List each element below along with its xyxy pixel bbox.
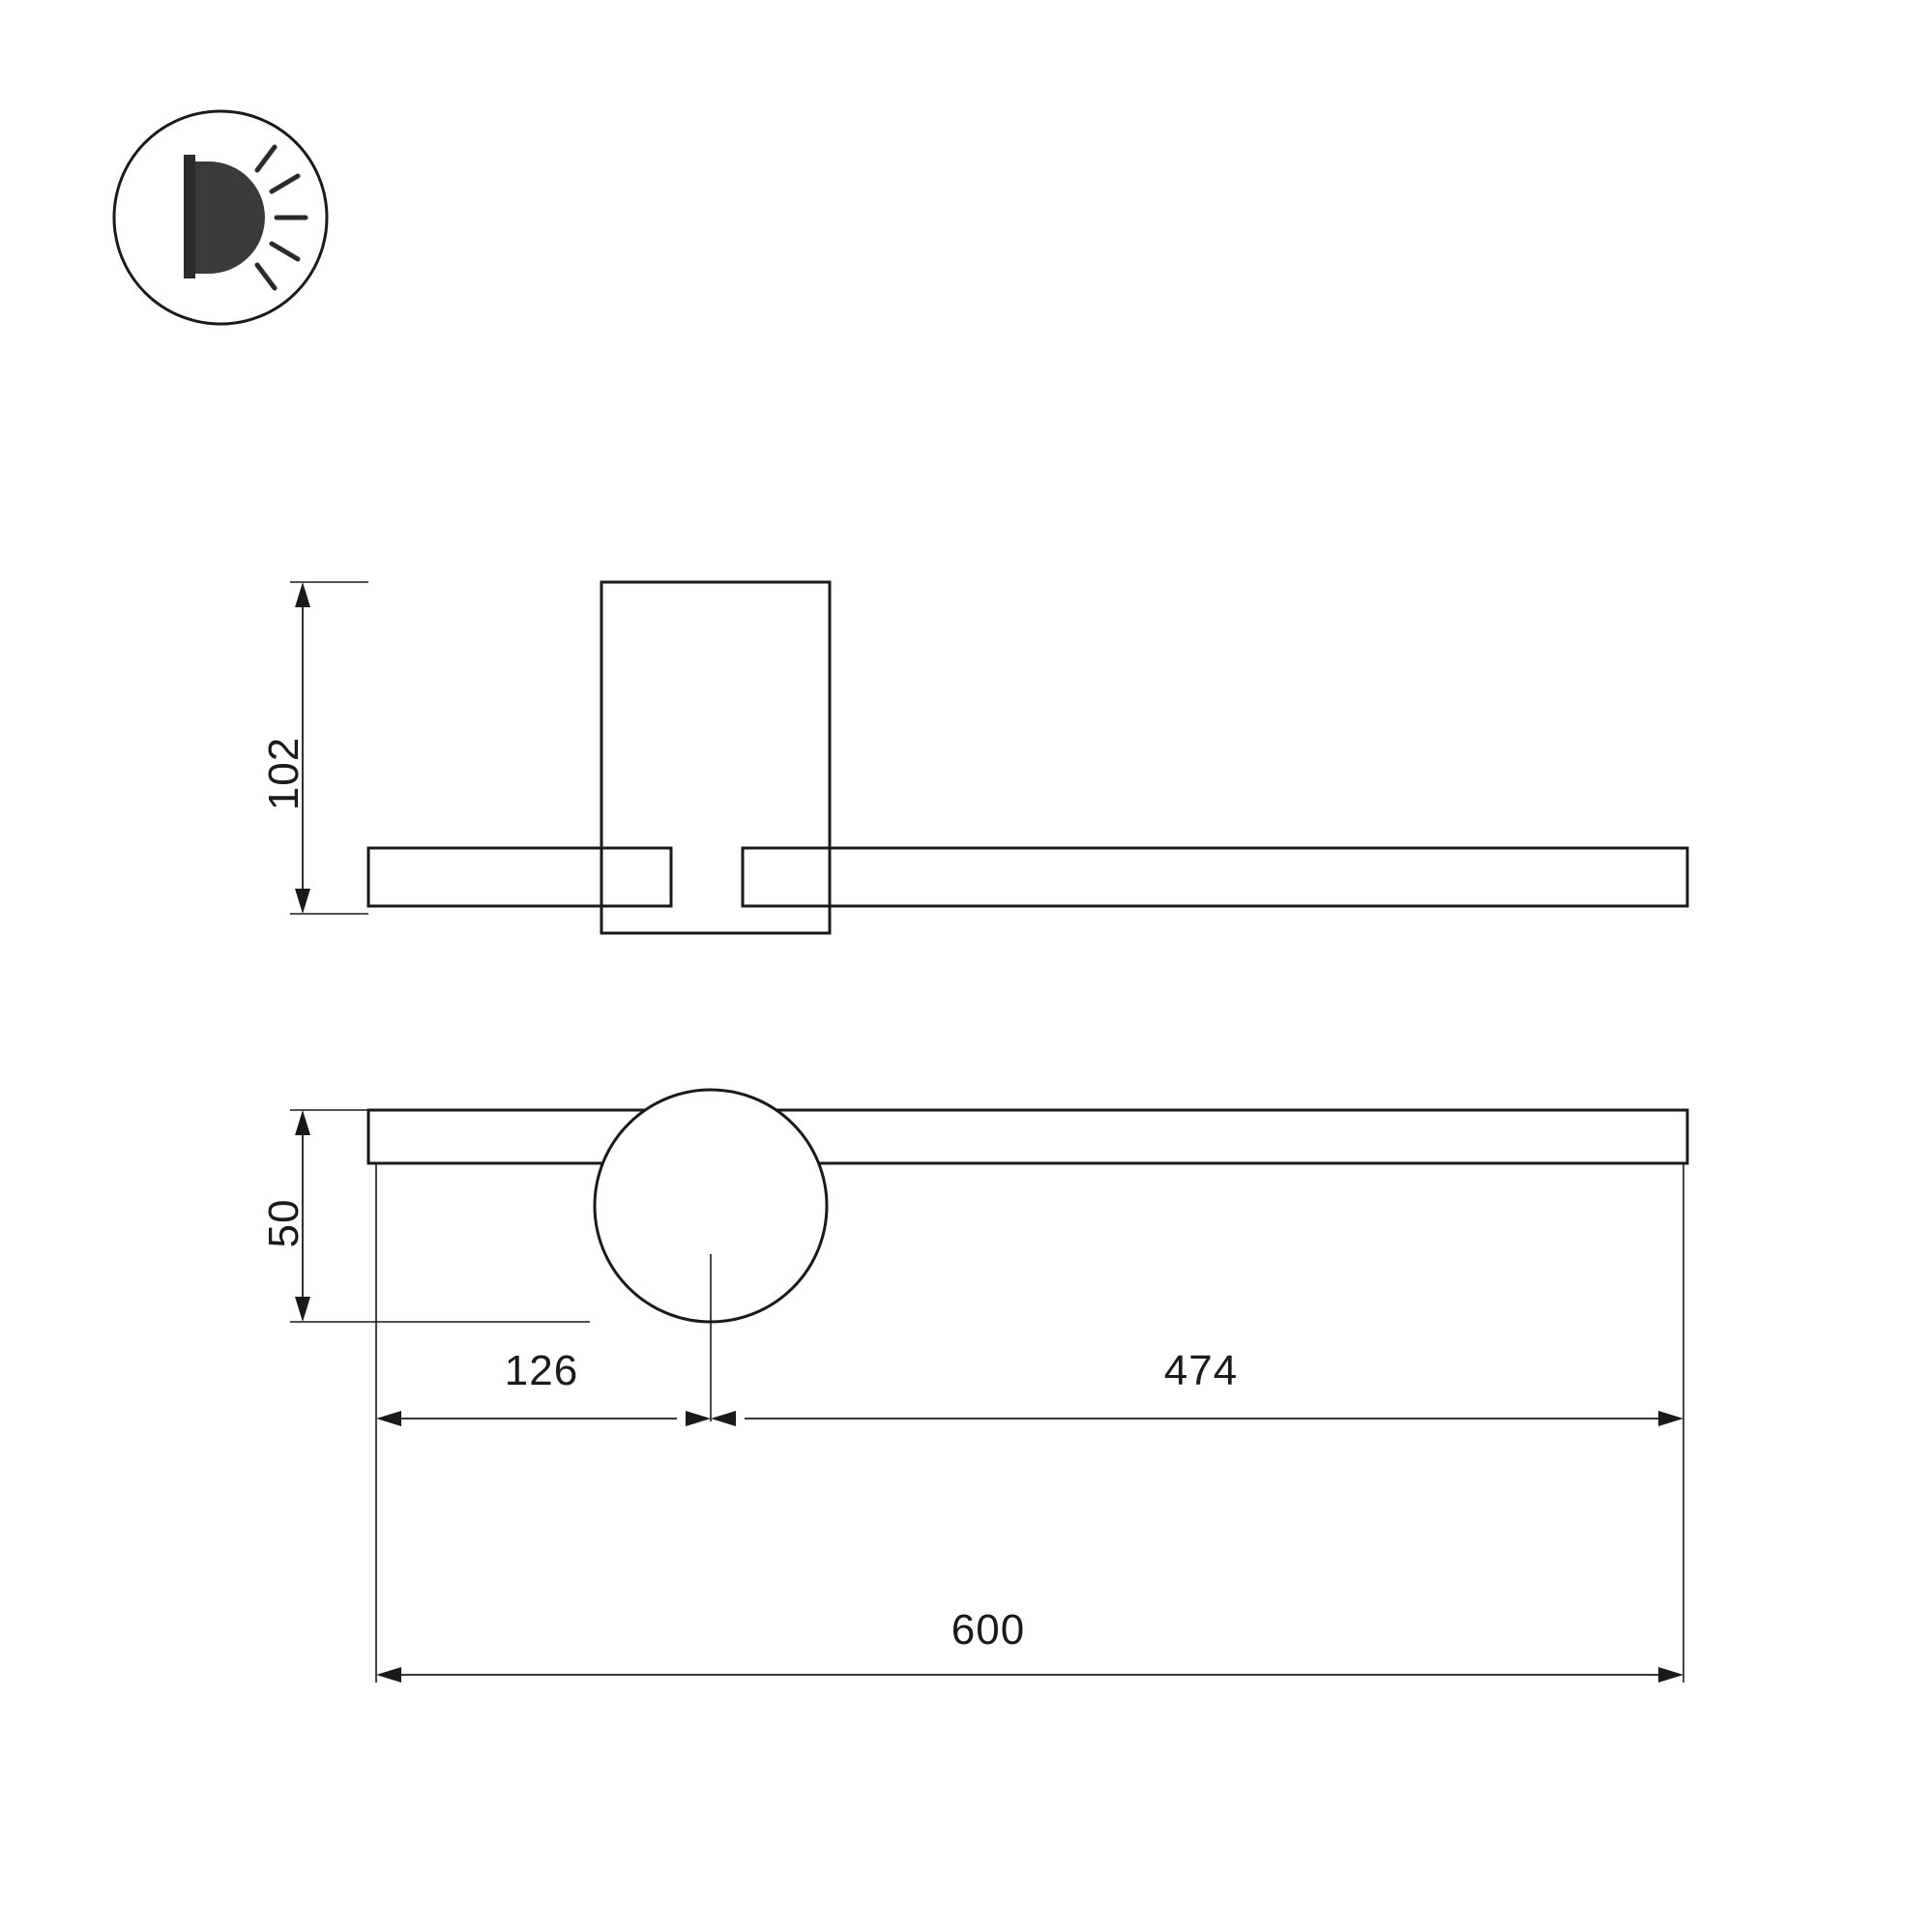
wall-light-direction-icon — [114, 111, 327, 324]
dim-label-depth-50: 50 — [260, 1198, 307, 1248]
dim-label-height-102: 102 — [260, 736, 307, 811]
dim-label-total-600: 600 — [951, 1606, 1026, 1654]
front-view — [290, 582, 1687, 933]
dim-label-offset-126: 126 — [504, 1347, 579, 1394]
dim-label-span-474: 474 — [1163, 1347, 1239, 1394]
top-view — [290, 1090, 1687, 1683]
